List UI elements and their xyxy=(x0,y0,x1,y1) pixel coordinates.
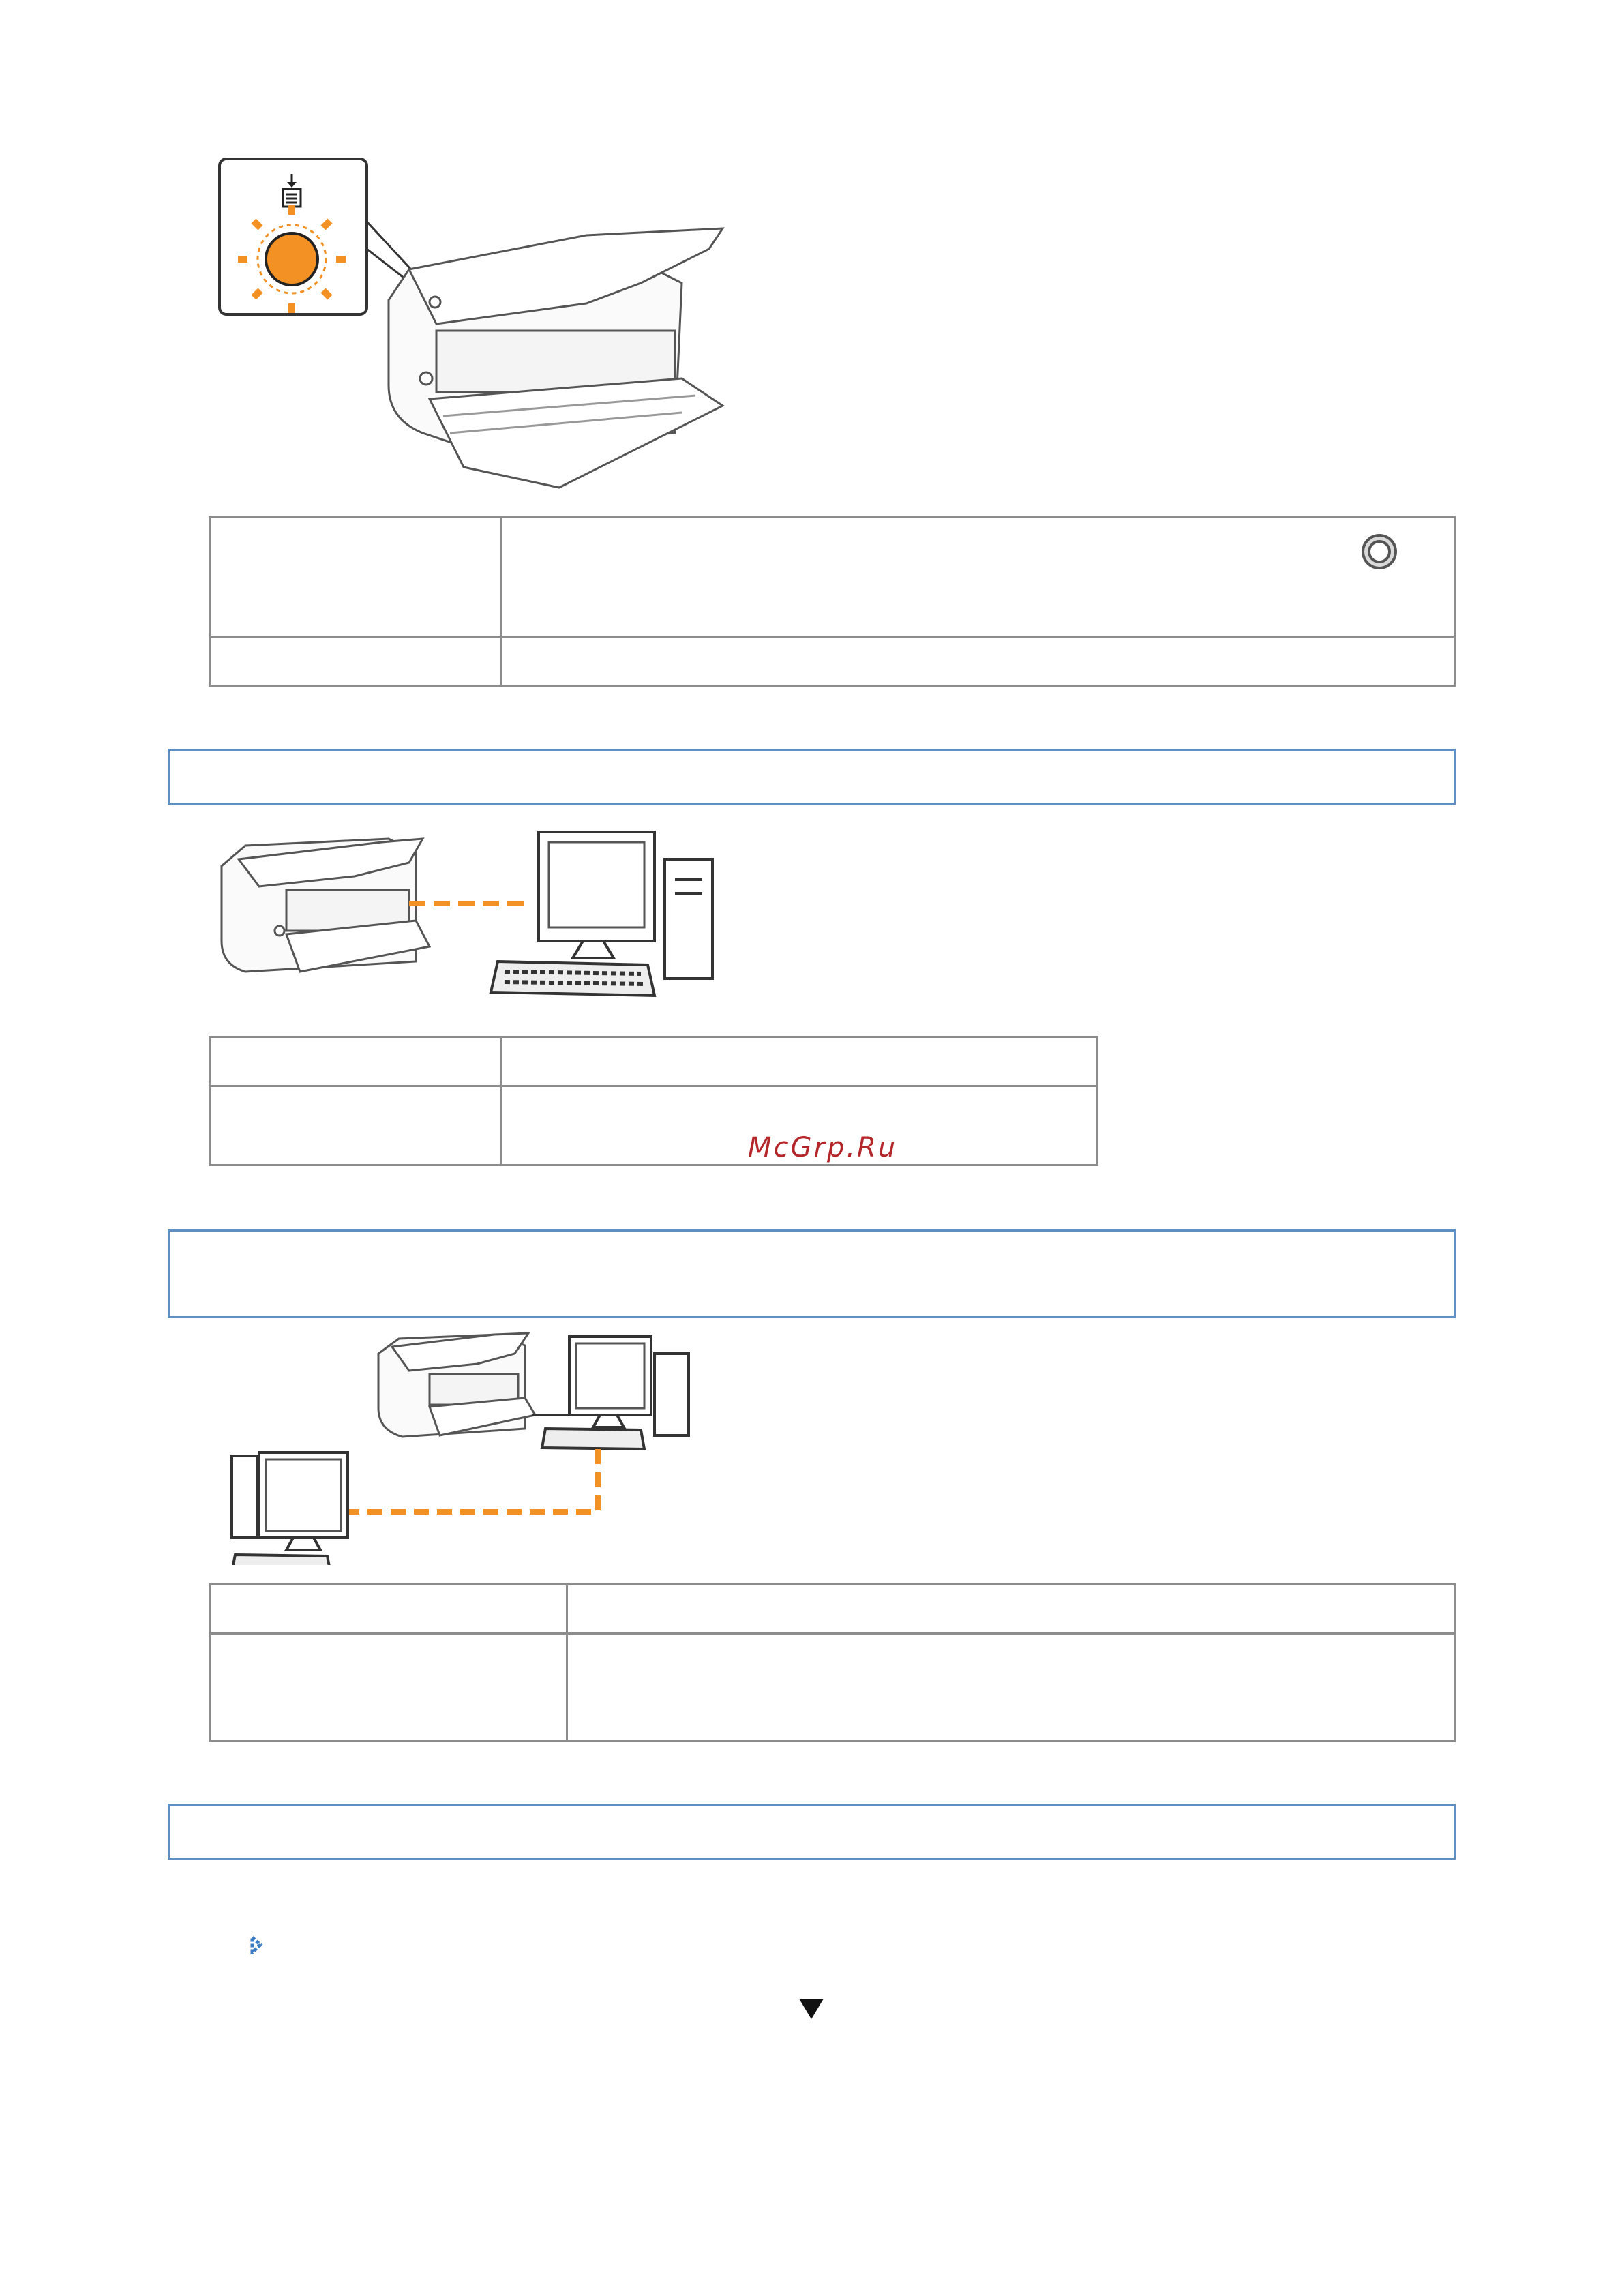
computer-server-drawing xyxy=(542,1337,689,1449)
down-triangle-icon[interactable] xyxy=(796,1996,826,2021)
printer-drawing xyxy=(389,228,723,488)
section-header-usb-connection xyxy=(168,749,1456,805)
computer-drawing xyxy=(491,832,712,996)
table-cell xyxy=(567,1585,1455,1634)
computer-client-drawing xyxy=(232,1452,348,1565)
section-header-network-sharing xyxy=(168,1229,1456,1318)
table-cell xyxy=(567,1634,1455,1742)
table-cell xyxy=(501,637,1455,686)
table-cell xyxy=(210,1585,567,1634)
usb-connection-table xyxy=(209,1036,1098,1166)
printer-drawing xyxy=(378,1333,535,1437)
table-cell xyxy=(210,1037,501,1086)
table-cell xyxy=(501,1037,1098,1086)
table-cell xyxy=(210,1086,501,1165)
job-button-table xyxy=(209,516,1456,687)
circle-button-icon xyxy=(1360,532,1399,571)
watermark-text: McGrp.Ru xyxy=(748,1132,898,1163)
section-header-related-info xyxy=(168,1804,1456,1860)
network-sharing-table xyxy=(209,1583,1456,1742)
table-cell xyxy=(501,518,1455,637)
network-sharing-illustration xyxy=(225,1326,716,1565)
usb-connection-illustration xyxy=(211,825,730,1009)
printer-drawing xyxy=(222,839,430,972)
table-cell xyxy=(210,1634,567,1742)
table-cell xyxy=(210,637,501,686)
table-cell xyxy=(210,518,501,637)
printer-job-button-illustration xyxy=(205,147,736,501)
arrow-bullet-icon[interactable] xyxy=(250,1935,264,1954)
